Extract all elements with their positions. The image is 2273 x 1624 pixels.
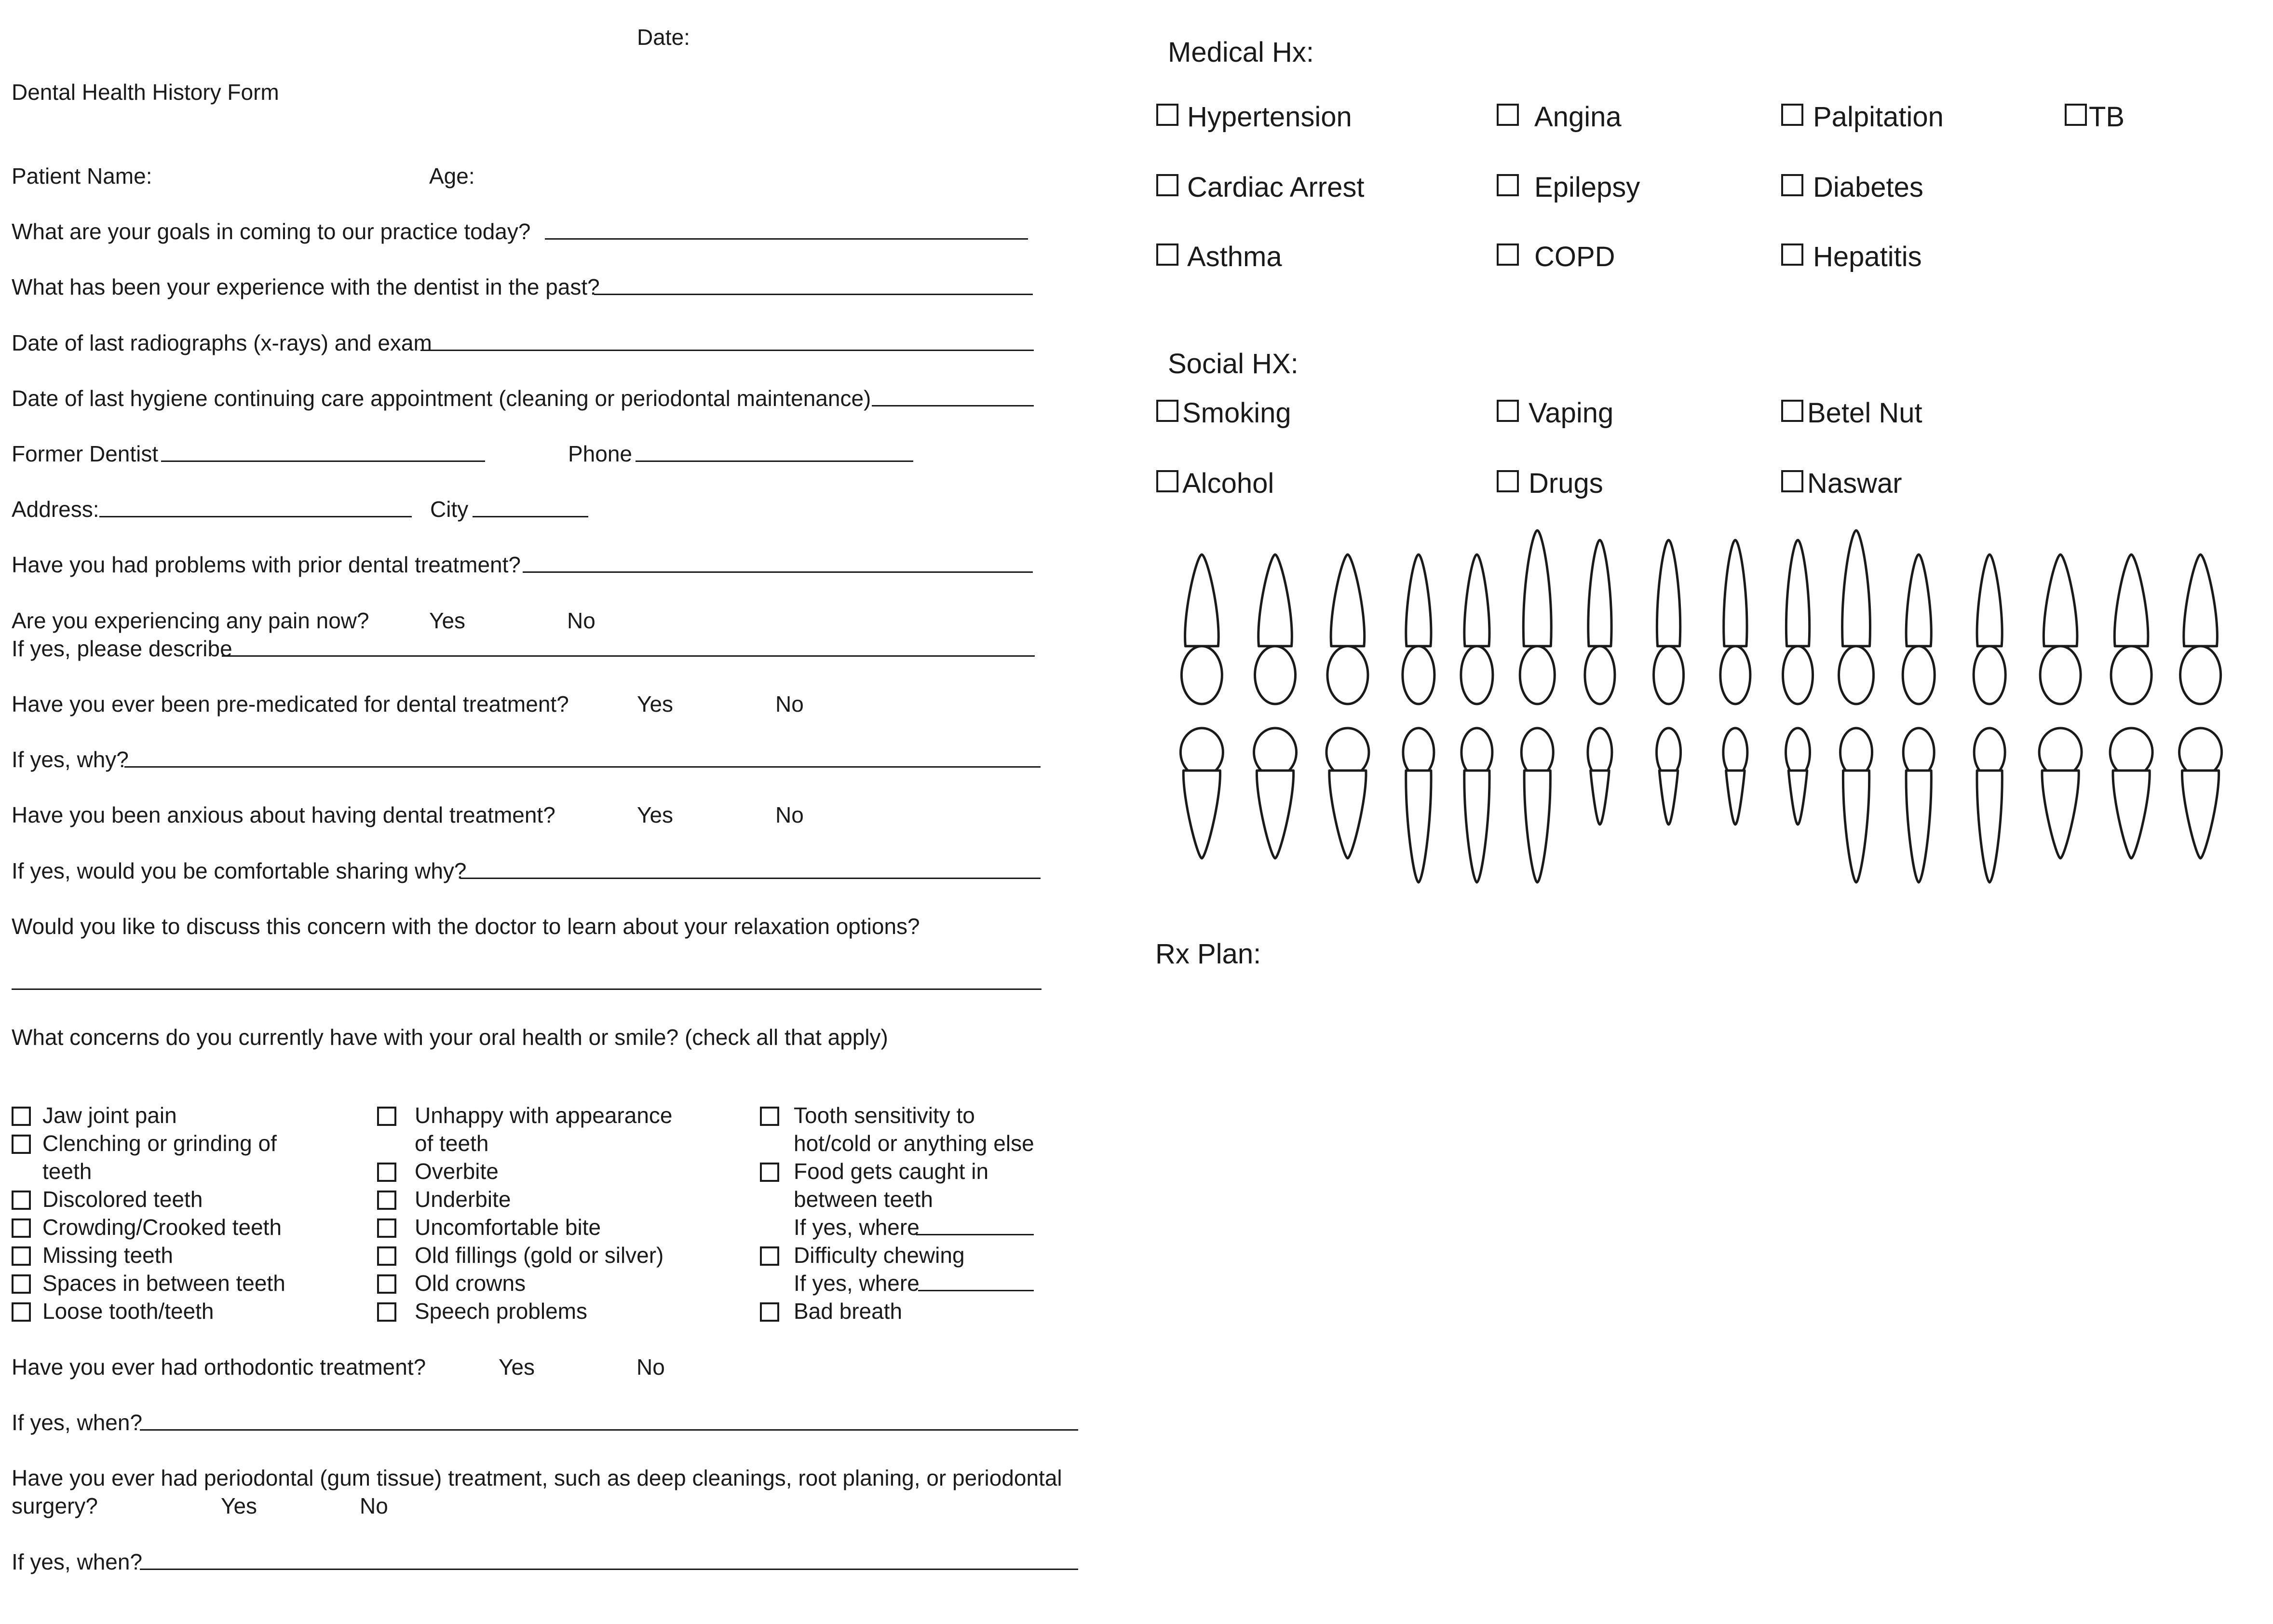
- checkbox-smoking[interactable]: [1156, 400, 1178, 422]
- lower-tooth-root: [1659, 771, 1678, 825]
- checkbox-diabetes[interactable]: [1781, 174, 1803, 196]
- anxious-question: Have you been anxious about having dental treatment?: [12, 802, 555, 827]
- medical-item: Diabetes: [1813, 172, 1923, 203]
- checkbox-vaping[interactable]: [1497, 400, 1519, 422]
- upper-tooth-crown: [1461, 646, 1493, 704]
- address-line[interactable]: [99, 516, 412, 517]
- social-item: Naswar: [1807, 468, 1902, 499]
- dental-chart: [1148, 526, 2273, 911]
- checkbox-tooth-sensitivity[interactable]: [760, 1107, 779, 1126]
- pain-no[interactable]: No: [567, 608, 595, 633]
- checkbox-bad-breath[interactable]: [760, 1302, 779, 1322]
- medical-hx-heading: Medical Hx:: [1168, 37, 1314, 68]
- perio-when-line[interactable]: [140, 1569, 1078, 1570]
- patient-name-label: Patient Name:: [12, 163, 152, 189]
- upper-tooth-root: [2114, 555, 2148, 646]
- pain-yes[interactable]: Yes: [429, 608, 466, 633]
- checkbox-palpitation[interactable]: [1781, 104, 1803, 126]
- lower-tooth-root: [2182, 771, 2219, 858]
- lower-tooth-crown: [1786, 728, 1810, 776]
- lower-tooth-crown: [1903, 728, 1934, 776]
- city-line[interactable]: [473, 516, 588, 517]
- upper-tooth-root: [1786, 540, 1809, 646]
- rx-plan-label: Rx Plan:: [1155, 938, 1261, 970]
- social-hx-heading: Social HX:: [1168, 348, 1299, 379]
- lower-tooth-crown: [2039, 728, 2082, 776]
- medical-item: Cardiac Arrest: [1187, 172, 1365, 203]
- upper-tooth-crown: [2180, 646, 2221, 704]
- concern-label: Food gets caught in: [794, 1159, 989, 1184]
- discuss-question: Would you like to discuss this concern with the doctor to learn about your relaxation options?: [12, 914, 920, 939]
- pain-question: Are you experiencing any pain now?: [12, 608, 369, 633]
- age-label: Age:: [429, 163, 475, 189]
- perio-when-label: If yes, when?: [12, 1549, 143, 1574]
- upper-tooth-crown: [1783, 646, 1813, 704]
- prior-problems-question: Have you had problems with prior dental treatment?: [12, 552, 521, 577]
- orthodontic-question: Have you ever had orthodontic treatment?: [12, 1354, 426, 1380]
- concern-label: If yes, where: [794, 1215, 920, 1240]
- lower-tooth-root: [1726, 771, 1745, 825]
- upper-tooth-crown: [2111, 646, 2151, 704]
- upper-tooth-root: [1523, 530, 1551, 646]
- upper-tooth-crown: [1903, 646, 1935, 704]
- checkbox-uncomfortable-bite[interactable]: [377, 1218, 396, 1238]
- concern-label: Old fillings (gold or silver): [415, 1243, 664, 1268]
- lower-tooth-crown: [1840, 728, 1872, 776]
- pain-describe-line[interactable]: [222, 655, 1035, 657]
- anxious-why-line[interactable]: [460, 878, 1041, 879]
- upper-tooth-root: [1464, 555, 1489, 646]
- ortho-when-label: If yes, when?: [12, 1410, 143, 1435]
- lower-tooth-crown: [1974, 728, 2005, 776]
- upper-tooth-root: [2043, 555, 2077, 646]
- checkbox-tb[interactable]: [2065, 104, 2087, 126]
- upper-tooth-crown: [1255, 646, 1296, 704]
- address-label: Address:: [12, 497, 99, 522]
- upper-tooth-root: [1588, 540, 1611, 646]
- lower-tooth-root: [1788, 771, 1807, 825]
- goals-question: What are your goals in coming to our practice today?: [12, 219, 531, 244]
- checkbox-spaces[interactable]: [12, 1274, 31, 1294]
- premed-why-line[interactable]: [124, 766, 1041, 768]
- lower-tooth-crown: [2110, 728, 2152, 776]
- lower-tooth-root: [2042, 771, 2079, 858]
- city-label: City: [430, 497, 469, 522]
- premedicated-question: Have you ever been pre-medicated for dental treatment?: [12, 691, 569, 717]
- social-item: Smoking: [1182, 397, 1291, 429]
- upper-tooth-root: [1977, 555, 2002, 646]
- hygiene-question: Date of last hygiene continuing care appointment (cleaning or periodontal maintenance): [12, 386, 871, 411]
- upper-tooth-crown: [2040, 646, 2081, 704]
- lower-tooth-crown: [1180, 728, 1223, 776]
- checkbox-underbite[interactable]: [377, 1191, 396, 1210]
- lower-tooth-crown: [1403, 728, 1434, 776]
- lower-tooth-root: [1406, 771, 1431, 882]
- lower-tooth-crown: [1521, 728, 1553, 776]
- lower-tooth-crown: [2179, 728, 2222, 776]
- experience-question: What has been your experience with the dentist in the past?: [12, 274, 600, 299]
- checkbox-hypertension[interactable]: [1156, 104, 1178, 126]
- upper-tooth-crown: [1403, 646, 1434, 704]
- premed-why-label: If yes, why?: [12, 747, 129, 772]
- checkbox-naswar[interactable]: [1781, 470, 1803, 492]
- discuss-answer-line[interactable]: [12, 988, 1042, 990]
- checkbox-epilepsy[interactable]: [1497, 174, 1519, 196]
- lower-tooth-root: [1257, 771, 1293, 858]
- upper-tooth-crown: [1720, 646, 1750, 704]
- lower-tooth-crown: [1588, 728, 1612, 776]
- radiographs-answer-line[interactable]: [420, 350, 1034, 351]
- concern-label: Tooth sensitivity to: [794, 1103, 975, 1128]
- concern-label: of teeth: [415, 1131, 489, 1156]
- periodontal-question-cont: surgery?: [12, 1493, 98, 1518]
- upper-tooth-root: [1724, 540, 1747, 646]
- concern-label: If yes, where: [794, 1271, 920, 1296]
- lower-tooth-root: [1183, 771, 1220, 858]
- premed-yes[interactable]: Yes: [637, 691, 674, 717]
- upper-tooth-crown: [1181, 646, 1222, 704]
- ortho-when-line[interactable]: [140, 1429, 1078, 1431]
- upper-tooth-crown: [1974, 646, 2005, 704]
- checkbox-missing-teeth[interactable]: [12, 1246, 31, 1266]
- phone-line[interactable]: [636, 460, 913, 462]
- upper-tooth-root: [1331, 555, 1365, 646]
- concern-label: Missing teeth: [42, 1243, 174, 1268]
- concern-label: Clenching or grinding of: [42, 1131, 277, 1156]
- concern-label: Spaces in between teeth: [42, 1271, 285, 1296]
- medical-item: COPD: [1534, 241, 1615, 272]
- goals-answer-line[interactable]: [545, 238, 1028, 240]
- ortho-yes[interactable]: Yes: [499, 1354, 535, 1380]
- lower-tooth-root: [1906, 771, 1931, 882]
- checkbox-unhappy-appearance[interactable]: [377, 1107, 396, 1126]
- concern-label: Discolored teeth: [42, 1187, 203, 1212]
- concern-label: Old crowns: [415, 1271, 526, 1296]
- checkbox-jaw-joint-pain[interactable]: [12, 1107, 31, 1126]
- periodontal-question: Have you ever had periodontal (gum tissue) treatment, such as deep cleanings, root planing, or periodontal: [12, 1465, 1062, 1490]
- upper-tooth-crown: [1327, 646, 1368, 704]
- anxious-no[interactable]: No: [775, 802, 804, 827]
- concern-label: Underbite: [415, 1187, 511, 1212]
- upper-tooth-root: [1406, 555, 1431, 646]
- checkbox-asthma[interactable]: [1156, 244, 1178, 266]
- concern-label: hot/cold or anything else: [794, 1131, 1034, 1156]
- lower-tooth-crown: [1723, 728, 1747, 776]
- medical-item: Hepatitis: [1813, 241, 1922, 272]
- social-item: Vaping: [1529, 397, 1614, 429]
- date-label: Date:: [637, 25, 690, 50]
- checkbox-crowding[interactable]: [12, 1218, 31, 1238]
- medical-item: Asthma: [1187, 241, 1282, 272]
- concern-label: Unhappy with appearance: [415, 1103, 673, 1128]
- checkbox-speech-problems[interactable]: [377, 1302, 396, 1322]
- upper-tooth-crown: [1839, 646, 1874, 704]
- lower-tooth-crown: [1461, 728, 1492, 776]
- premed-no[interactable]: No: [775, 691, 804, 717]
- form-title: Dental Health History Form: [12, 80, 279, 105]
- medical-item: Hypertension: [1187, 101, 1352, 133]
- lower-tooth-root: [1329, 771, 1366, 858]
- perio-no[interactable]: No: [360, 1493, 388, 1518]
- upper-tooth-crown: [1520, 646, 1555, 704]
- former-dentist-label: Former Dentist: [12, 441, 159, 466]
- concern-label: Bad breath: [794, 1299, 903, 1324]
- lower-tooth-root: [1977, 771, 2002, 882]
- social-item: Alcohol: [1182, 468, 1274, 499]
- anxious-yes[interactable]: Yes: [637, 802, 674, 827]
- lower-tooth-root: [1464, 771, 1489, 882]
- checkbox-old-crowns[interactable]: [377, 1274, 396, 1294]
- social-item: Betel Nut: [1807, 397, 1922, 429]
- checkbox-overbite[interactable]: [377, 1163, 396, 1182]
- social-item: Drugs: [1529, 468, 1603, 499]
- upper-tooth-crown: [1585, 646, 1615, 704]
- lower-tooth-root: [2113, 771, 2150, 858]
- concern-label: Jaw joint pain: [42, 1103, 177, 1128]
- lower-tooth-root: [1524, 771, 1550, 882]
- concern-label: Overbite: [415, 1159, 499, 1184]
- upper-tooth-root: [2184, 555, 2218, 646]
- upper-tooth-root: [1258, 555, 1292, 646]
- upper-tooth-root: [1906, 555, 1931, 646]
- difficulty-chewing-where-line[interactable]: [918, 1290, 1034, 1291]
- upper-tooth-root: [1185, 555, 1219, 646]
- lower-tooth-crown: [1657, 728, 1681, 776]
- former-dentist-line[interactable]: [161, 460, 485, 462]
- concern-label: Uncomfortable bite: [415, 1215, 601, 1240]
- checkbox-clenching[interactable]: [12, 1135, 31, 1154]
- radiographs-question: Date of last radiographs (x-rays) and exam: [12, 330, 432, 355]
- lower-tooth-root: [1843, 771, 1869, 882]
- pain-describe-label: If yes, please describe: [12, 636, 232, 661]
- concern-label: Crowding/Crooked teeth: [42, 1215, 282, 1240]
- checkbox-drugs[interactable]: [1497, 470, 1519, 492]
- phone-label: Phone: [568, 441, 633, 466]
- checkbox-angina[interactable]: [1497, 104, 1519, 126]
- concerns-heading: What concerns do you currently have with your oral health or smile? (check all that apply): [12, 1025, 888, 1050]
- concern-label: between teeth: [794, 1187, 934, 1212]
- medical-item: Angina: [1534, 101, 1622, 133]
- lower-tooth-root: [1591, 771, 1609, 825]
- concern-label: Difficulty chewing: [794, 1243, 965, 1268]
- upper-tooth-crown: [1654, 646, 1684, 704]
- lower-tooth-crown: [1326, 728, 1369, 776]
- checkbox-betel-nut[interactable]: [1781, 400, 1803, 422]
- checkbox-cardiac-arrest[interactable]: [1156, 174, 1178, 196]
- experience-answer-line[interactable]: [594, 294, 1033, 295]
- concern-label: Loose tooth/teeth: [42, 1299, 214, 1324]
- checkbox-alcohol[interactable]: [1156, 470, 1178, 492]
- perio-yes[interactable]: Yes: [221, 1493, 257, 1518]
- checkbox-hepatitis[interactable]: [1781, 244, 1803, 266]
- lower-tooth-crown: [1254, 728, 1297, 776]
- hygiene-answer-line[interactable]: [872, 405, 1034, 406]
- food-caught-where-line[interactable]: [916, 1234, 1034, 1235]
- checkbox-food-caught[interactable]: [760, 1163, 779, 1182]
- checkbox-difficulty-chewing[interactable]: [760, 1246, 779, 1266]
- concern-label: Speech problems: [415, 1299, 587, 1324]
- medical-item: Palpitation: [1813, 101, 1944, 133]
- medical-item: Epilepsy: [1534, 172, 1640, 203]
- medical-item: TB: [2089, 101, 2125, 133]
- upper-tooth-root: [1842, 530, 1870, 646]
- checkbox-loose-tooth[interactable]: [12, 1302, 31, 1322]
- prior-problems-line[interactable]: [523, 571, 1033, 573]
- checkbox-old-fillings[interactable]: [377, 1246, 396, 1266]
- upper-tooth-root: [1657, 540, 1680, 646]
- checkbox-discolored-teeth[interactable]: [12, 1191, 31, 1210]
- concern-label: teeth: [42, 1159, 92, 1184]
- anxious-why-label: If yes, would you be comfortable sharing why?: [12, 858, 467, 883]
- ortho-no[interactable]: No: [636, 1354, 665, 1380]
- checkbox-copd[interactable]: [1497, 244, 1519, 266]
